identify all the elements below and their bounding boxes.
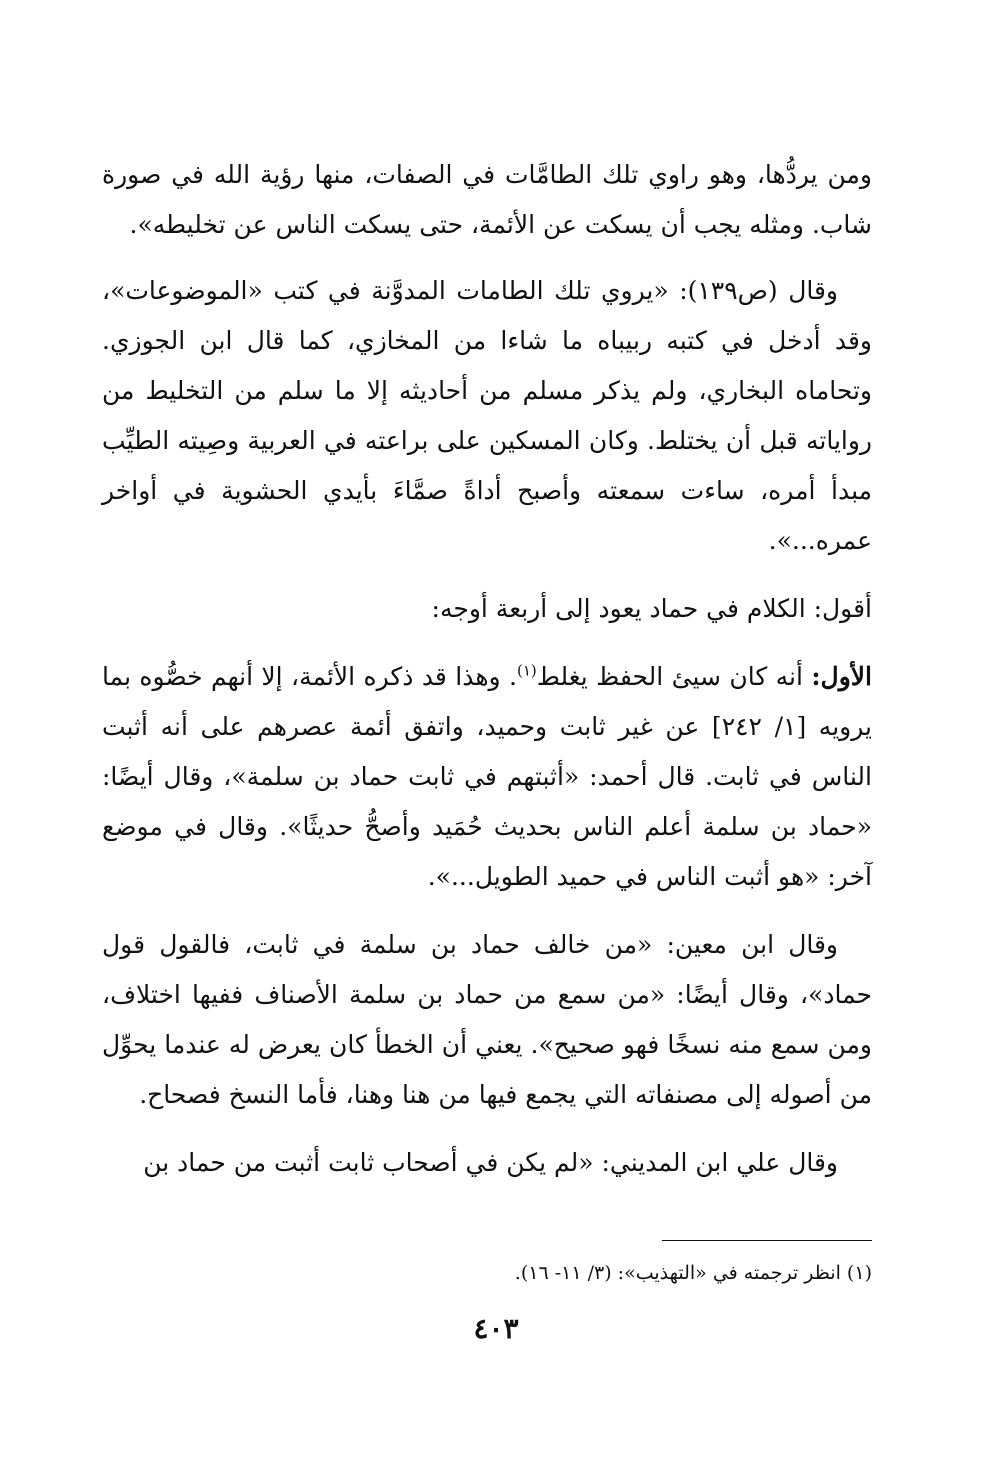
first-aspect-text-rest: . وهذا قد ذكره الأئمة، إلا أنهم خصُّوه بما يرويه [١/ ٢٤٢] عن غير ثابت وحميد، واتفق أئمة عصرهم على أنه أثبت الناس في ثابت. قال أحمد: «أثبتهم في ثابت حماد بن سلمة»، وقال أيضًا: «حماد بن سلمة أعلم الناس بحديث حُمَيد وأصحُّ حديثًا». وقال في موضع آخر: «هو أثبت الناس في حميد الطويل...». <box>102 662 872 891</box>
paragraph-quote-p139: وقال (ص١٣٩): «يروي تلك الطامات المدوَّنة في كتب «الموضوعات»، وقد أدخل في كتبه ربيباه ما شاءا من المخازي، كما قال ابن الجوزي. وتحاماه البخاري، ولم يذكر مسلم من أحاديثه إلا ما سلم من التخليط من رواياته قبل أن يختلط. وكان المسكين على براعته في العربية وصِيته الطيِّب مبدأ أمره، ساءت سمعته وأصبح أداةً صمَّاءَ بأيدي الحشوية في أواخر عمره...». <box>102 276 872 555</box>
first-aspect-text-start: أنه كان سيئ الحفظ يغلط <box>536 662 812 691</box>
page-number: ٤٠٣ <box>473 1312 519 1345</box>
paragraph-first-aspect <box>102 652 872 902</box>
paragraph-continuation: ومن يردُّها، وهو راوي تلك الطامَّات في الصفات، منها رؤية الله في صورة شاب. ومثله يجب أن يسكت عن الأئمة، حتى يسكت الناس عن تخليطه». <box>102 160 872 239</box>
paragraph-ibn-maeen: وقال ابن معين: «من خالف حماد بن سلمة في ثابت، فالقول قول حماد»، وقال أيضًا: «من سمع من حماد بن سلمة الأصناف ففيها اختلاف، ومن سمع منه نسخًا فهو صحيح». يعني أن الخطأ كان يعرض له عندما يحوِّل من أصوله إلى مصنفاته التي يجمع فيها من هنا وهنا، فأما النسخ فصحاح. <box>102 930 872 1109</box>
page-body <box>102 150 872 1206</box>
paragraph-four-aspects: أقول: الكلام في حماد يعود إلى أربعة أوجه: <box>431 594 872 623</box>
footnote: (١) انظر ترجمته في «التهذيب»: (٣/ ١١- ١٦). <box>514 1262 872 1284</box>
footnote-divider <box>662 1240 872 1241</box>
paragraph-ibn-al-madini: وقال علي ابن المديني: «لم يكن في أصحاب ثابت أثبت من حماد بن <box>143 1148 838 1177</box>
footnote-reference[interactable]: (١) <box>516 661 537 680</box>
first-aspect-heading: الأول: <box>811 662 872 691</box>
